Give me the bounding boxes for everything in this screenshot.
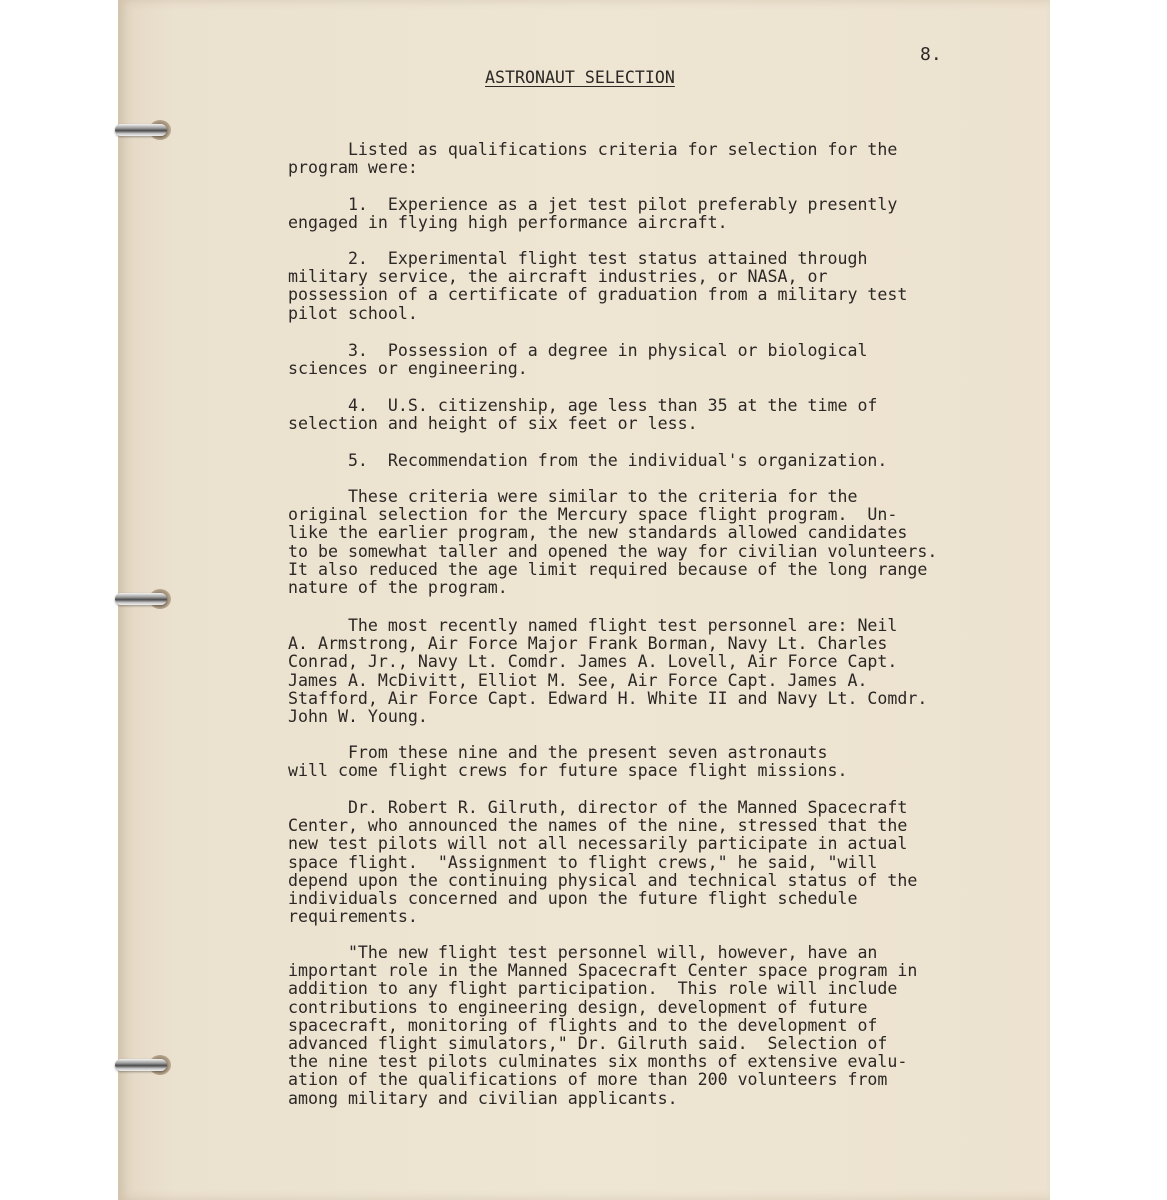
paragraph-named-personnel: The most recently named flight test personnel are: Neil A. Armstrong, Air Force Major Frank Borman, Navy Lt. Charles Conrad, Jr., Navy Lt. Comdr. James A. Lovell, Air Force Capt. James A. McDivitt, Elliot M. See, Air Force Capt. James A. Stafford, Air Force Capt. Edward H. White II and Navy Lt. Comdr. John W. Young. [288, 616, 928, 727]
binder-ring-top [115, 118, 177, 144]
criterion-5: 5. Recommendation from the individual's organization. [288, 451, 888, 470]
paragraph-gilruth-quote: "The new flight test personnel will, however, have an important role in the Manned Spacecraft Center space program in addition to any flight participation. This role will include contributions to engineering design, development of future spacecraft, monitoring of flights and to the development of advanced flight simulators," Dr. Gilruth said. Selection of the nine test pilots culminates six months of extensive evalu- ation of the qualifications of more than 200 volunteers from among military and civilian applicants. [288, 943, 918, 1108]
paragraph-intro: Listed as qualifications criteria for selection for the program were: [288, 140, 898, 178]
ring-wire [115, 124, 167, 136]
paragraph-flight-crews: From these nine and the present seven astronauts will come flight crews for future space flight missions. [288, 743, 848, 781]
criterion-4: 4. U.S. citizenship, age less than 35 at the time of selection and height of six feet or less. [288, 396, 878, 434]
page-title: ASTRONAUT SELECTION [485, 68, 675, 87]
binder-ring-middle [115, 587, 177, 613]
binder-ring-bottom [115, 1053, 177, 1079]
paragraph-gilruth-statement: Dr. Robert R. Gilruth, director of the Manned Spacecraft Center, who announced the names of the nine, stressed that the new test pilots will not all necessarily participate in actual space flight. "Assignment to flight crews," he said, "will depend upon the continuing physical and technical status of the individuals concerned and upon the future flight schedule requirements. [288, 798, 918, 927]
ring-wire [115, 593, 167, 605]
criterion-1: 1. Experience as a jet test pilot preferably presently engaged in flying high performance aircraft. [288, 195, 898, 233]
criterion-2: 2. Experimental flight test status attained through military service, the aircraft industries, or NASA, or possession of a certificate of graduation from a military test pilot school. [288, 249, 908, 323]
criterion-3: 3. Possession of a degree in physical or biological sciences or engineering. [288, 341, 868, 379]
ring-wire [115, 1059, 167, 1071]
paragraph-criteria-comparison: These criteria were similar to the criteria for the original selection for the Mercury space flight program. Un- like the earlier program, the new standards allowed candidates to be somewhat taller and opened the way for civilian volunteers. It also reduced the age limit required because of the long range nature of the program. [288, 487, 938, 598]
page-number: 8. [920, 44, 942, 65]
